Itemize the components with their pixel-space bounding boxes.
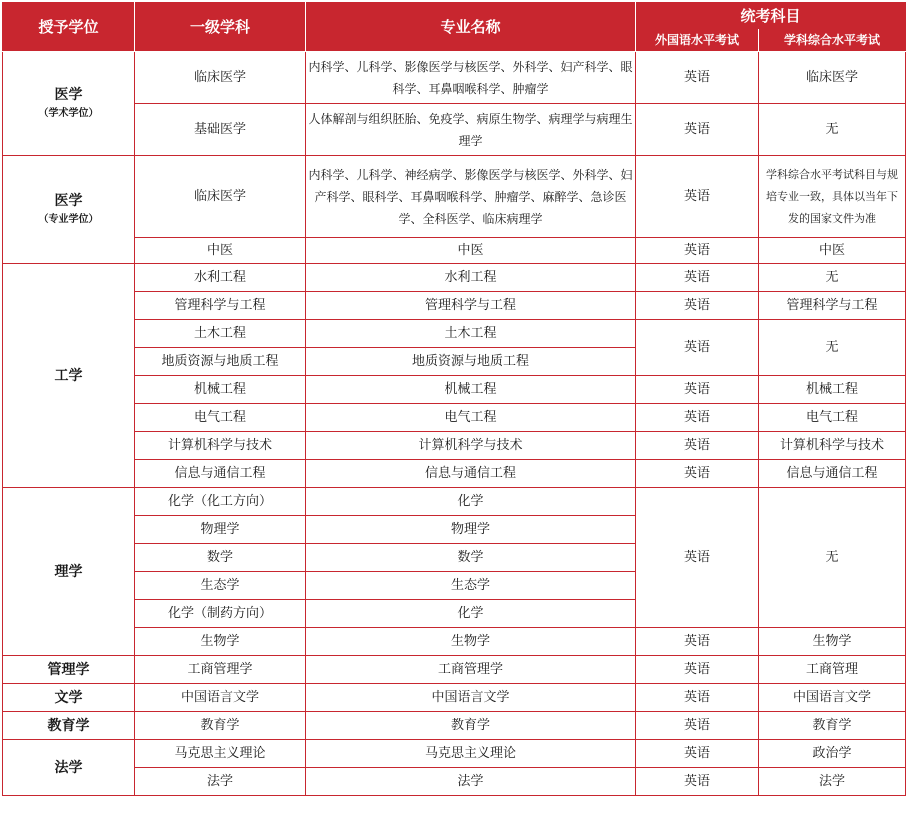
degree-education: 教育学: [3, 712, 135, 740]
foreign-exam-cell: 英语: [636, 156, 759, 238]
degree-literature: 文学: [3, 684, 135, 712]
comprehensive-exam-cell: 无: [759, 320, 906, 376]
foreign-exam-cell: 英语: [636, 712, 759, 740]
foreign-exam-cell: 英语: [636, 104, 759, 156]
major-cell: 内科学、儿科学、影像医学与核医学、外科学、妇产科学、眼科学、耳鼻咽喉科学、肿瘤学: [306, 52, 636, 104]
comprehensive-exam-cell: 教育学: [759, 712, 906, 740]
major-cell: 信息与通信工程: [306, 460, 636, 488]
foreign-exam-cell: 英语: [636, 628, 759, 656]
discipline-cell: 中医: [135, 238, 306, 264]
degree-note: （学术学位）: [38, 108, 99, 119]
discipline-cell: 临床医学: [135, 52, 306, 104]
major-cell: 电气工程: [306, 404, 636, 432]
major-cell: 法学: [306, 768, 636, 796]
major-cell: 管理科学与工程: [306, 292, 636, 320]
major-cell: 水利工程: [306, 264, 636, 292]
foreign-exam-cell: 英语: [636, 768, 759, 796]
header-exams: 统考科目: [636, 3, 906, 30]
discipline-cell: 化学（化工方向）: [135, 488, 306, 516]
header-comprehensive-exam: 学科综合水平考试: [759, 29, 906, 52]
foreign-exam-cell: 英语: [636, 488, 759, 628]
discipline-cell: 电气工程: [135, 404, 306, 432]
discipline-cell: 水利工程: [135, 264, 306, 292]
header-discipline: 一级学科: [135, 3, 306, 52]
major-cell: 物理学: [306, 516, 636, 544]
discipline-cell: 土木工程: [135, 320, 306, 348]
major-cell: 工商管理学: [306, 656, 636, 684]
degree-medicine-academic: [3, 52, 135, 156]
foreign-exam-cell: 英语: [636, 684, 759, 712]
major-cell: 人体解剖与组织胚胎、免疫学、病原生物学、病理学与病理生理学: [306, 104, 636, 156]
comprehensive-exam-cell: 工商管理: [759, 656, 906, 684]
foreign-exam-cell: 英语: [636, 52, 759, 104]
discipline-cell: 信息与通信工程: [135, 460, 306, 488]
major-cell: 生态学: [306, 572, 636, 600]
foreign-exam-cell: 英语: [636, 432, 759, 460]
discipline-cell: 地质资源与地质工程: [135, 348, 306, 376]
comprehensive-exam-cell: 无: [759, 488, 906, 628]
comprehensive-exam-cell: 无: [759, 104, 906, 156]
degree-law: 法学: [3, 740, 135, 796]
discipline-cell: 管理科学与工程: [135, 292, 306, 320]
comprehensive-exam-cell: 电气工程: [759, 404, 906, 432]
comprehensive-exam-cell: 中医: [759, 238, 906, 264]
degree-management: 管理学: [3, 656, 135, 684]
degree-engineering: 工学: [3, 264, 135, 488]
degree-medicine-professional: [3, 156, 135, 264]
major-cell: 土木工程: [306, 320, 636, 348]
major-cell: 地质资源与地质工程: [306, 348, 636, 376]
major-cell: 化学: [306, 488, 636, 516]
header-major: 专业名称: [306, 3, 636, 52]
comprehensive-exam-cell: 机械工程: [759, 376, 906, 404]
foreign-exam-cell: 英语: [636, 238, 759, 264]
discipline-cell: 机械工程: [135, 376, 306, 404]
comprehensive-exam-cell: 计算机科学与技术: [759, 432, 906, 460]
exam-subjects-table: [2, 2, 906, 796]
comprehensive-exam-cell: 中国语言文学: [759, 684, 906, 712]
discipline-cell: 马克思主义理论: [135, 740, 306, 768]
degree-name: 医学: [54, 193, 83, 209]
discipline-cell: 生物学: [135, 628, 306, 656]
discipline-cell: 法学: [135, 768, 306, 796]
major-cell: 机械工程: [306, 376, 636, 404]
comprehensive-exam-cell: 生物学: [759, 628, 906, 656]
major-cell: 马克思主义理论: [306, 740, 636, 768]
comprehensive-exam-cell: 法学: [759, 768, 906, 796]
foreign-exam-cell: 英语: [636, 320, 759, 376]
comprehensive-exam-cell: 临床医学: [759, 52, 906, 104]
major-cell: 教育学: [306, 712, 636, 740]
degree-science: 理学: [3, 488, 135, 656]
foreign-exam-cell: 英语: [636, 460, 759, 488]
discipline-cell: 教育学: [135, 712, 306, 740]
foreign-exam-cell: 英语: [636, 656, 759, 684]
foreign-exam-cell: 英语: [636, 404, 759, 432]
comprehensive-exam-cell: 管理科学与工程: [759, 292, 906, 320]
degree-name: 医学: [54, 87, 83, 103]
comprehensive-exam-cell: 信息与通信工程: [759, 460, 906, 488]
discipline-cell: 物理学: [135, 516, 306, 544]
discipline-cell: 计算机科学与技术: [135, 432, 306, 460]
major-cell: 中国语言文学: [306, 684, 636, 712]
discipline-cell: 临床医学: [135, 156, 306, 238]
discipline-cell: 中国语言文学: [135, 684, 306, 712]
comprehensive-exam-cell: 政治学: [759, 740, 906, 768]
comprehensive-exam-cell: 无: [759, 264, 906, 292]
discipline-cell: 工商管理学: [135, 656, 306, 684]
header-foreign-exam: 外国语水平考试: [636, 29, 759, 52]
foreign-exam-cell: 英语: [636, 740, 759, 768]
header-degree: 授予学位: [3, 3, 135, 52]
major-cell: 数学: [306, 544, 636, 572]
major-cell: 内科学、儿科学、神经病学、影像医学与核医学、外科学、妇产科学、眼科学、耳鼻咽喉科学、肿瘤学、麻醉学、急诊医学、全科医学、临床病理学: [306, 156, 636, 238]
discipline-cell: 基础医学: [135, 104, 306, 156]
degree-note: （专业学位）: [38, 214, 99, 225]
major-cell: 化学: [306, 600, 636, 628]
discipline-cell: 数学: [135, 544, 306, 572]
foreign-exam-cell: 英语: [636, 376, 759, 404]
major-cell: 生物学: [306, 628, 636, 656]
major-cell: 中医: [306, 238, 636, 264]
comprehensive-exam-cell: 学科综合水平考试科目与规培专业一致，具体以当年下发的国家文件为准: [759, 156, 906, 238]
foreign-exam-cell: 英语: [636, 264, 759, 292]
major-cell: 计算机科学与技术: [306, 432, 636, 460]
foreign-exam-cell: 英语: [636, 292, 759, 320]
discipline-cell: 生态学: [135, 572, 306, 600]
discipline-cell: 化学（制药方向）: [135, 600, 306, 628]
